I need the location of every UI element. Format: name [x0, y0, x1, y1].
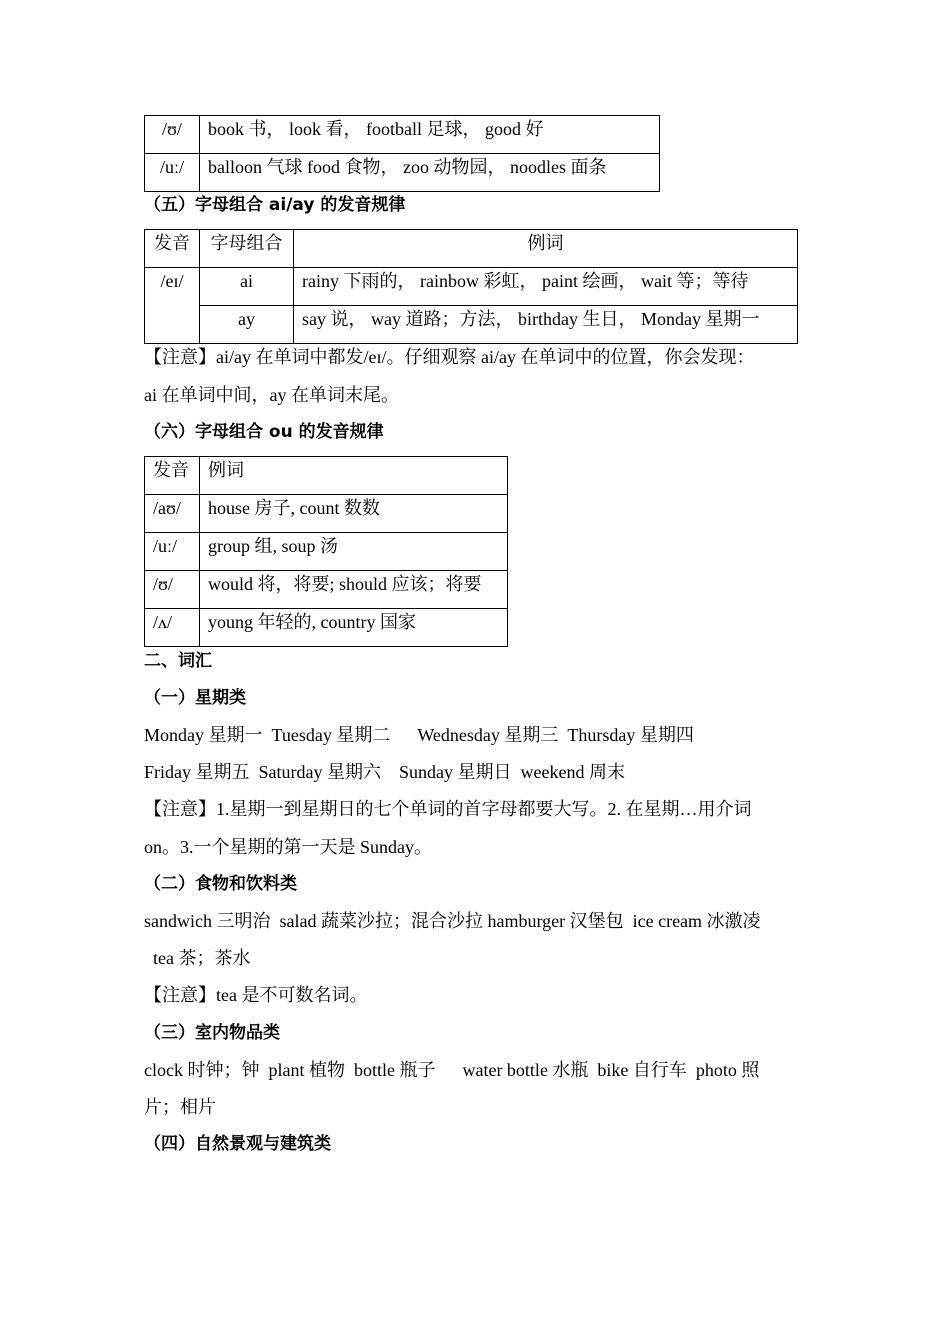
food-line2: tea 茶；茶水: [144, 948, 251, 968]
sound-cell: /ʊ/: [145, 116, 200, 154]
header-sound: 发音: [145, 457, 200, 495]
weekdays-note-line2: on。3.一个星期的第一天是 Sunday。: [144, 837, 432, 857]
header-combo: 字母组合: [200, 230, 294, 268]
examples-cell: house 房子, count 数数: [200, 495, 508, 533]
food-note: 【注意】tea 是不可数名词。: [144, 985, 368, 1005]
weekdays-line1: Monday 星期一 Tuesday 星期二 Wednesday 星期三 Thursday 星期四: [144, 725, 694, 745]
header-examples: 例词: [200, 457, 508, 495]
examples-cell: book 书， look 看， football 足球， good 好: [200, 116, 660, 154]
examples-cell: young 年轻的, country 国家: [200, 609, 508, 647]
table-row: [145, 533, 508, 571]
note-ai-ay-line2: ai 在单词中间，ay 在单词末尾。: [144, 385, 399, 405]
header-examples: 例词: [294, 230, 798, 268]
indoor-line1: clock 时钟；钟 plant 植物 bottle 瓶子 water bottle 水瓶 bike 自行车 photo 照: [144, 1060, 760, 1080]
vocab-heading: 二、词汇: [144, 651, 212, 671]
table-row: [145, 609, 508, 647]
section-heading-ou: （六）字母组合 ou 的发音规律: [144, 422, 384, 442]
nature-heading: （四）自然景观与建筑类: [144, 1134, 331, 1154]
table-row: [145, 116, 660, 154]
examples-cell: group 组, soup 汤: [200, 533, 508, 571]
weekdays-note-line1: 【注意】1.星期一到星期日的七个单词的首字母都要大写。2. 在星期…用介词: [144, 799, 752, 819]
indoor-line2: 片；相片: [144, 1097, 216, 1117]
table-row: [145, 154, 660, 192]
sound-cell: /uː/: [145, 533, 200, 571]
table-row: [145, 571, 508, 609]
sound-cell: /uː/: [145, 154, 200, 192]
note-ai-ay-line1: 【注意】ai/ay 在单词中都发/eɪ/。仔细观察 ai/ay 在单词中的位置，你会发现：: [144, 347, 755, 367]
table-header-row: [145, 230, 798, 268]
ai-ay-pronunciation-table: [144, 229, 798, 344]
food-heading: （二）食物和饮料类: [144, 874, 297, 894]
header-sound: 发音: [145, 230, 200, 268]
food-line1: sandwich 三明治 salad 蔬菜沙拉；混合沙拉 hamburger 汉堡包 ice cream 冰激凌: [144, 911, 761, 931]
weekdays-heading: （一）星期类: [144, 688, 246, 708]
examples-cell: rainy 下雨的， rainbow 彩虹， paint 绘画， wait 等；等待: [294, 268, 798, 306]
weekdays-line2: Friday 星期五 Saturday 星期六 Sunday 星期日 weekend 周末: [144, 762, 625, 782]
table-row: [145, 306, 798, 344]
oo-pronunciation-table: [144, 115, 660, 192]
section-heading-ai-ay: （五）字母组合 ai/ay 的发音规律: [144, 195, 406, 215]
sound-cell: /ʌ/: [145, 609, 200, 647]
indoor-heading: （三）室内物品类: [144, 1023, 280, 1043]
examples-cell: balloon 气球 food 食物， zoo 动物园， noodles 面条: [200, 154, 660, 192]
table-row: [145, 495, 508, 533]
examples-cell: say 说， way 道路；方法， birthday 生日， Monday 星期一: [294, 306, 798, 344]
combo-cell: ay: [200, 306, 294, 344]
ou-pronunciation-table: [144, 456, 508, 647]
examples-cell: would 将，将要; should 应该；将要: [200, 571, 508, 609]
table-row: [145, 268, 798, 306]
combo-cell: ai: [200, 268, 294, 306]
table-header-row: [145, 457, 508, 495]
sound-cell: /aʊ/: [145, 495, 200, 533]
sound-cell: /ʊ/: [145, 571, 200, 609]
sound-cell: /eɪ/: [145, 268, 200, 344]
